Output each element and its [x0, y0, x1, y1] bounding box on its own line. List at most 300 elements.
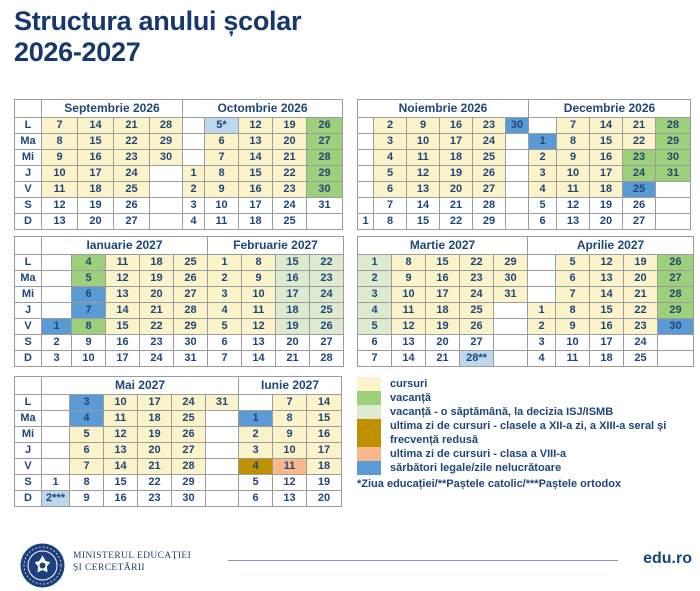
- day-cell: 30: [658, 319, 694, 335]
- day-cell: 5: [358, 319, 392, 335]
- day-cell: 4: [529, 182, 557, 198]
- day-cell: 28: [307, 150, 343, 166]
- day-cell: 10: [72, 351, 106, 367]
- empty-cell: [150, 182, 183, 198]
- empty-cell: [494, 303, 528, 319]
- day-cell: 2: [239, 427, 273, 443]
- day-label: Ma: [15, 271, 42, 287]
- day-cell: 5: [208, 319, 242, 335]
- day-cell: 31: [174, 351, 208, 367]
- day-cell: 12: [273, 475, 307, 491]
- day-cell: 14: [78, 118, 114, 134]
- day-cell: 17: [138, 395, 172, 411]
- day-cell: 20: [624, 271, 658, 287]
- day-cell: 20: [426, 335, 460, 351]
- day-label: J: [15, 303, 42, 319]
- day-cell: 27: [174, 287, 208, 303]
- day-label: V: [15, 182, 42, 198]
- day-cell: 20: [78, 214, 114, 230]
- day-cell: 19: [273, 118, 307, 134]
- legend-label: ultima zi de cursuri - clasa a VIII-a: [390, 448, 567, 460]
- day-cell: 20: [273, 134, 307, 150]
- day-cell: 16: [426, 271, 460, 287]
- day-cell: 30: [174, 335, 208, 351]
- empty-cell: [506, 214, 529, 230]
- empty-cell: [658, 335, 694, 351]
- day-cell: 1: [529, 134, 557, 150]
- day-cell: 2: [42, 335, 72, 351]
- day-cell: 16: [276, 271, 310, 287]
- day-cell: 31: [494, 287, 528, 303]
- day-label: Mi: [15, 427, 42, 443]
- day-cell: 28: [656, 118, 691, 134]
- empty-cell: [494, 319, 528, 335]
- day-cell: 22: [623, 134, 656, 150]
- month-header: Noiembrie 2026: [358, 100, 529, 118]
- day-cell: 24: [172, 395, 206, 411]
- day-cell: 9: [72, 335, 106, 351]
- empty-cell: [506, 166, 529, 182]
- day-cell: 26: [310, 319, 344, 335]
- day-cell: 12: [392, 319, 426, 335]
- legend-label: vacanță: [390, 392, 431, 404]
- day-label: D: [15, 351, 42, 367]
- day-cell: 3: [70, 395, 104, 411]
- day-cell: 12: [42, 198, 78, 214]
- empty-cell: [206, 491, 239, 507]
- day-cell: 23: [623, 150, 656, 166]
- day-cell: 24: [623, 166, 656, 182]
- day-cell: 30: [150, 150, 183, 166]
- calendar-block-sep-oct: [14, 99, 343, 230]
- day-cell: 19: [138, 427, 172, 443]
- day-cell: 15: [426, 255, 460, 271]
- day-cell: 13: [590, 271, 624, 287]
- month-header: Mai 2027: [42, 377, 239, 395]
- day-label: S: [15, 475, 42, 491]
- day-cell: 3: [239, 443, 273, 459]
- day-cell: 8: [42, 134, 78, 150]
- empty-cell: [656, 214, 691, 230]
- day-cell: 17: [78, 166, 114, 182]
- empty-cell: [358, 134, 374, 150]
- day-cell: 22: [440, 214, 473, 230]
- day-cell: 20: [590, 214, 623, 230]
- day-cell: 17: [440, 134, 473, 150]
- day-cell: 29: [494, 255, 528, 271]
- page-title: [14, 6, 301, 68]
- day-label: Ma: [15, 411, 42, 427]
- day-cell: 25: [624, 351, 658, 367]
- day-cell: 11: [205, 214, 239, 230]
- day-cell: 2: [528, 319, 556, 335]
- day-cell: 4: [239, 459, 273, 475]
- day-cell: 3: [358, 287, 392, 303]
- empty-cell: [358, 118, 374, 134]
- empty-cell: [307, 214, 343, 230]
- day-cell: 17: [426, 287, 460, 303]
- page-title-line1: Structura anului școlar: [14, 6, 302, 36]
- day-cell: 25: [623, 182, 656, 198]
- month-header: Decembrie 2026: [529, 100, 691, 118]
- day-cell: 28: [172, 459, 206, 475]
- day-cell: 15: [106, 319, 140, 335]
- coat-of-arms-icon: [20, 543, 65, 588]
- day-cell: 30: [656, 150, 691, 166]
- day-cell: 27: [460, 335, 494, 351]
- month-header: Martie 2027: [358, 237, 528, 255]
- day-cell: 9: [407, 118, 440, 134]
- day-cell: 14: [590, 118, 623, 134]
- day-cell: 1: [183, 166, 205, 182]
- day-label: J: [15, 166, 42, 182]
- day-cell: 17: [307, 443, 342, 459]
- day-cell: 9: [557, 150, 590, 166]
- day-cell: 10: [104, 395, 138, 411]
- edu-ro-wordmark: edu.ro: [643, 550, 692, 567]
- empty-cell: [183, 134, 205, 150]
- empty-cell: [42, 271, 72, 287]
- legend-swatch: [357, 391, 381, 405]
- day-cell: 12: [590, 255, 624, 271]
- day-cell: 7: [70, 459, 104, 475]
- day-cell: 21: [623, 118, 656, 134]
- day-label: D: [15, 491, 42, 507]
- day-cell: 2: [358, 271, 392, 287]
- day-cell: 2: [208, 271, 242, 287]
- empty-cell: [42, 287, 72, 303]
- month-header: Iunie 2027: [239, 377, 342, 395]
- day-cell: 25: [172, 411, 206, 427]
- empty-cell: [358, 198, 374, 214]
- corner-cell: [15, 237, 42, 255]
- day-cell: 26: [114, 198, 150, 214]
- day-cell: 18: [426, 303, 460, 319]
- empty-cell: [358, 182, 374, 198]
- day-cell: 20: [140, 287, 174, 303]
- day-cell: 30: [494, 271, 528, 287]
- day-cell: 18: [276, 303, 310, 319]
- day-cell: 18: [140, 255, 174, 271]
- day-cell: 7: [358, 351, 392, 367]
- empty-cell: [528, 287, 556, 303]
- empty-cell: [42, 255, 72, 271]
- day-cell: 26: [658, 255, 694, 271]
- day-cell: 10: [205, 198, 239, 214]
- day-cell: 25: [273, 214, 307, 230]
- day-cell: 24: [273, 198, 307, 214]
- day-cell: 23: [460, 271, 494, 287]
- day-cell: 23: [140, 335, 174, 351]
- day-cell: 6: [72, 287, 106, 303]
- day-cell: 13: [407, 182, 440, 198]
- corner-cell: [15, 100, 42, 118]
- day-cell: 19: [276, 319, 310, 335]
- day-cell: 11: [106, 255, 140, 271]
- day-cell: 26: [473, 166, 506, 182]
- day-cell: 9: [42, 150, 78, 166]
- day-cell: 21: [114, 118, 150, 134]
- day-cell: 15: [590, 134, 623, 150]
- empty-cell: [656, 198, 691, 214]
- day-cell: 9: [70, 491, 104, 507]
- day-cell: 1: [42, 319, 72, 335]
- empty-cell: [658, 351, 694, 367]
- day-cell: 14: [307, 395, 342, 411]
- empty-cell: [494, 335, 528, 351]
- day-cell: 22: [273, 166, 307, 182]
- day-label: S: [15, 198, 42, 214]
- legend-swatch: [357, 461, 381, 475]
- day-cell: 26: [460, 319, 494, 335]
- day-label: L: [15, 255, 42, 271]
- day-cell: 25: [174, 255, 208, 271]
- day-label: V: [15, 319, 42, 335]
- day-cell: 25: [460, 303, 494, 319]
- day-cell: 28: [150, 118, 183, 134]
- footer-divider: [228, 560, 618, 561]
- day-cell: 24: [460, 287, 494, 303]
- day-cell: 8: [374, 214, 407, 230]
- day-cell: 21: [624, 287, 658, 303]
- legend-item: [357, 419, 697, 447]
- day-cell: 25: [473, 150, 506, 166]
- day-label: L: [15, 118, 42, 134]
- day-cell: 14: [104, 459, 138, 475]
- day-cell: 13: [242, 335, 276, 351]
- day-cell: 4: [72, 255, 106, 271]
- day-cell: 23: [273, 182, 307, 198]
- day-cell: 7: [374, 198, 407, 214]
- day-cell: 28: [658, 287, 694, 303]
- day-cell: 19: [624, 255, 658, 271]
- day-cell: 28: [473, 198, 506, 214]
- empty-cell: [42, 395, 70, 411]
- day-cell: 10: [556, 335, 590, 351]
- calendar-block-nov-dec: [357, 99, 691, 230]
- empty-cell: [42, 443, 70, 459]
- ministry-name-line1: MINISTERUL EDUCAȚIEI: [73, 551, 192, 561]
- day-cell: 16: [307, 427, 342, 443]
- day-cell: 6: [529, 214, 557, 230]
- day-cell: 11: [273, 459, 307, 475]
- day-cell: 24: [310, 287, 344, 303]
- day-cell: 20: [307, 491, 342, 507]
- day-cell: 3: [208, 287, 242, 303]
- day-cell: 27: [307, 134, 343, 150]
- day-cell: 26: [172, 427, 206, 443]
- month-header: Octombrie 2026: [183, 100, 343, 118]
- day-cell: 16: [440, 118, 473, 134]
- day-cell: 9: [273, 427, 307, 443]
- day-cell: 29: [150, 134, 183, 150]
- day-cell: 15: [407, 214, 440, 230]
- day-cell: 28**: [460, 351, 494, 367]
- day-cell: 4: [374, 150, 407, 166]
- legend-items: [357, 377, 697, 475]
- empty-cell: [506, 182, 529, 198]
- day-cell: 15: [239, 166, 273, 182]
- day-cell: 29: [307, 166, 343, 182]
- day-cell: 10: [242, 287, 276, 303]
- empty-cell: [206, 427, 239, 443]
- day-cell: 13: [106, 287, 140, 303]
- day-cell: 2***: [42, 491, 70, 507]
- day-cell: 23: [310, 271, 344, 287]
- empty-cell: [150, 214, 183, 230]
- day-cell: 6: [239, 491, 273, 507]
- day-cell: 15: [590, 303, 624, 319]
- day-cell: 21: [138, 459, 172, 475]
- empty-cell: [529, 118, 557, 134]
- day-cell: 8: [557, 134, 590, 150]
- day-cell: 16: [590, 150, 623, 166]
- page-title-line2: 2026-2027: [14, 37, 141, 67]
- day-cell: 3: [529, 166, 557, 182]
- empty-cell: [656, 182, 691, 198]
- day-cell: 23: [114, 150, 150, 166]
- day-cell: 13: [239, 134, 273, 150]
- ministry-logo: [20, 543, 65, 588]
- empty-cell: [206, 443, 239, 459]
- day-cell: 10: [407, 134, 440, 150]
- day-cell: 2: [529, 150, 557, 166]
- empty-cell: [42, 427, 70, 443]
- day-cell: 14: [392, 351, 426, 367]
- day-cell: 15: [104, 475, 138, 491]
- day-cell: 1: [528, 303, 556, 319]
- day-cell: 18: [590, 351, 624, 367]
- legend-label: cursuri: [390, 378, 428, 390]
- day-cell: 31: [206, 395, 239, 411]
- day-cell: 13: [104, 443, 138, 459]
- empty-cell: [239, 395, 273, 411]
- day-cell: 23: [624, 319, 658, 335]
- day-cell: 9: [205, 182, 239, 198]
- day-cell: 18: [138, 411, 172, 427]
- ministry-name: [73, 551, 191, 574]
- empty-cell: [150, 198, 183, 214]
- day-label: Mi: [15, 150, 42, 166]
- empty-cell: [358, 150, 374, 166]
- day-cell: 20: [276, 335, 310, 351]
- day-cell: 12: [557, 198, 590, 214]
- day-cell: 21: [140, 303, 174, 319]
- day-label: V: [15, 459, 42, 475]
- day-label: Ma: [15, 134, 42, 150]
- day-cell: 1: [208, 255, 242, 271]
- legend-swatch: [357, 377, 381, 391]
- day-cell: 13: [42, 214, 78, 230]
- month-header: Februarie 2027: [208, 237, 344, 255]
- legend-item: [357, 391, 697, 405]
- calendar-block-mar-apr: [357, 236, 694, 367]
- day-cell: 3: [374, 134, 407, 150]
- day-label: L: [15, 395, 42, 411]
- empty-cell: [494, 351, 528, 367]
- day-cell: 12: [407, 166, 440, 182]
- day-cell: 16: [104, 491, 138, 507]
- empty-cell: [206, 411, 239, 427]
- day-cell: 27: [473, 182, 506, 198]
- day-cell: 12: [104, 427, 138, 443]
- day-cell: 14: [106, 303, 140, 319]
- day-cell: 29: [473, 214, 506, 230]
- day-cell: 3: [183, 198, 205, 214]
- day-cell: 23: [473, 118, 506, 134]
- calendar-block-jan-feb: [14, 236, 344, 367]
- day-cell: 8: [242, 255, 276, 271]
- day-cell: 18: [239, 214, 273, 230]
- day-cell: 12: [239, 118, 273, 134]
- day-cell: 1: [358, 255, 392, 271]
- day-cell: 19: [440, 166, 473, 182]
- empty-cell: [506, 150, 529, 166]
- month-header: Ianuarie 2027: [42, 237, 208, 255]
- day-cell: 24: [114, 166, 150, 182]
- day-cell: 19: [78, 198, 114, 214]
- calendar-table: [14, 236, 344, 367]
- day-cell: 7: [72, 303, 106, 319]
- day-cell: 19: [590, 198, 623, 214]
- legend-item: [357, 377, 697, 391]
- empty-cell: [528, 255, 556, 271]
- day-cell: 14: [239, 150, 273, 166]
- day-cell: 16: [78, 150, 114, 166]
- legend-swatch: [357, 419, 381, 447]
- legend-label: sărbători legale/zile nelucrătoare: [390, 462, 562, 474]
- day-cell: 19: [140, 271, 174, 287]
- day-cell: 6: [358, 335, 392, 351]
- day-cell: 11: [42, 182, 78, 198]
- day-cell: 24: [140, 351, 174, 367]
- day-cell: 29: [656, 134, 691, 150]
- day-cell: 29: [174, 319, 208, 335]
- day-cell: 20: [440, 182, 473, 198]
- day-cell: 22: [310, 255, 344, 271]
- day-cell: 27: [310, 335, 344, 351]
- legend-item: [357, 405, 697, 419]
- day-label: D: [15, 214, 42, 230]
- legend-label: ultima zi de cursuri - clasele a XII-a zi, a XIII-a seral și frecvență redusă: [390, 420, 667, 446]
- day-cell: 5: [72, 271, 106, 287]
- day-cell: 16: [590, 319, 624, 335]
- day-cell: 13: [273, 491, 307, 507]
- legend-item: [357, 447, 697, 461]
- day-cell: 7: [205, 150, 239, 166]
- legend-label: vacanță - o săptămână, la decizia ISJ/ISMB: [390, 406, 614, 418]
- month-header: Septembrie 2026: [42, 100, 183, 118]
- day-cell: 22: [140, 319, 174, 335]
- day-cell: 26: [174, 271, 208, 287]
- day-cell: 5*: [205, 118, 239, 134]
- day-cell: 18: [590, 182, 623, 198]
- day-cell: 31: [307, 198, 343, 214]
- day-cell: 7: [556, 287, 590, 303]
- day-cell: 26: [307, 118, 343, 134]
- day-cell: 20: [138, 443, 172, 459]
- day-label: Mi: [15, 287, 42, 303]
- empty-cell: [42, 303, 72, 319]
- day-cell: 26: [623, 198, 656, 214]
- day-cell: 8: [205, 166, 239, 182]
- day-cell: 17: [276, 287, 310, 303]
- day-cell: 5: [70, 427, 104, 443]
- day-cell: 27: [172, 443, 206, 459]
- day-cell: 18: [440, 150, 473, 166]
- day-cell: 17: [239, 198, 273, 214]
- day-cell: 14: [407, 198, 440, 214]
